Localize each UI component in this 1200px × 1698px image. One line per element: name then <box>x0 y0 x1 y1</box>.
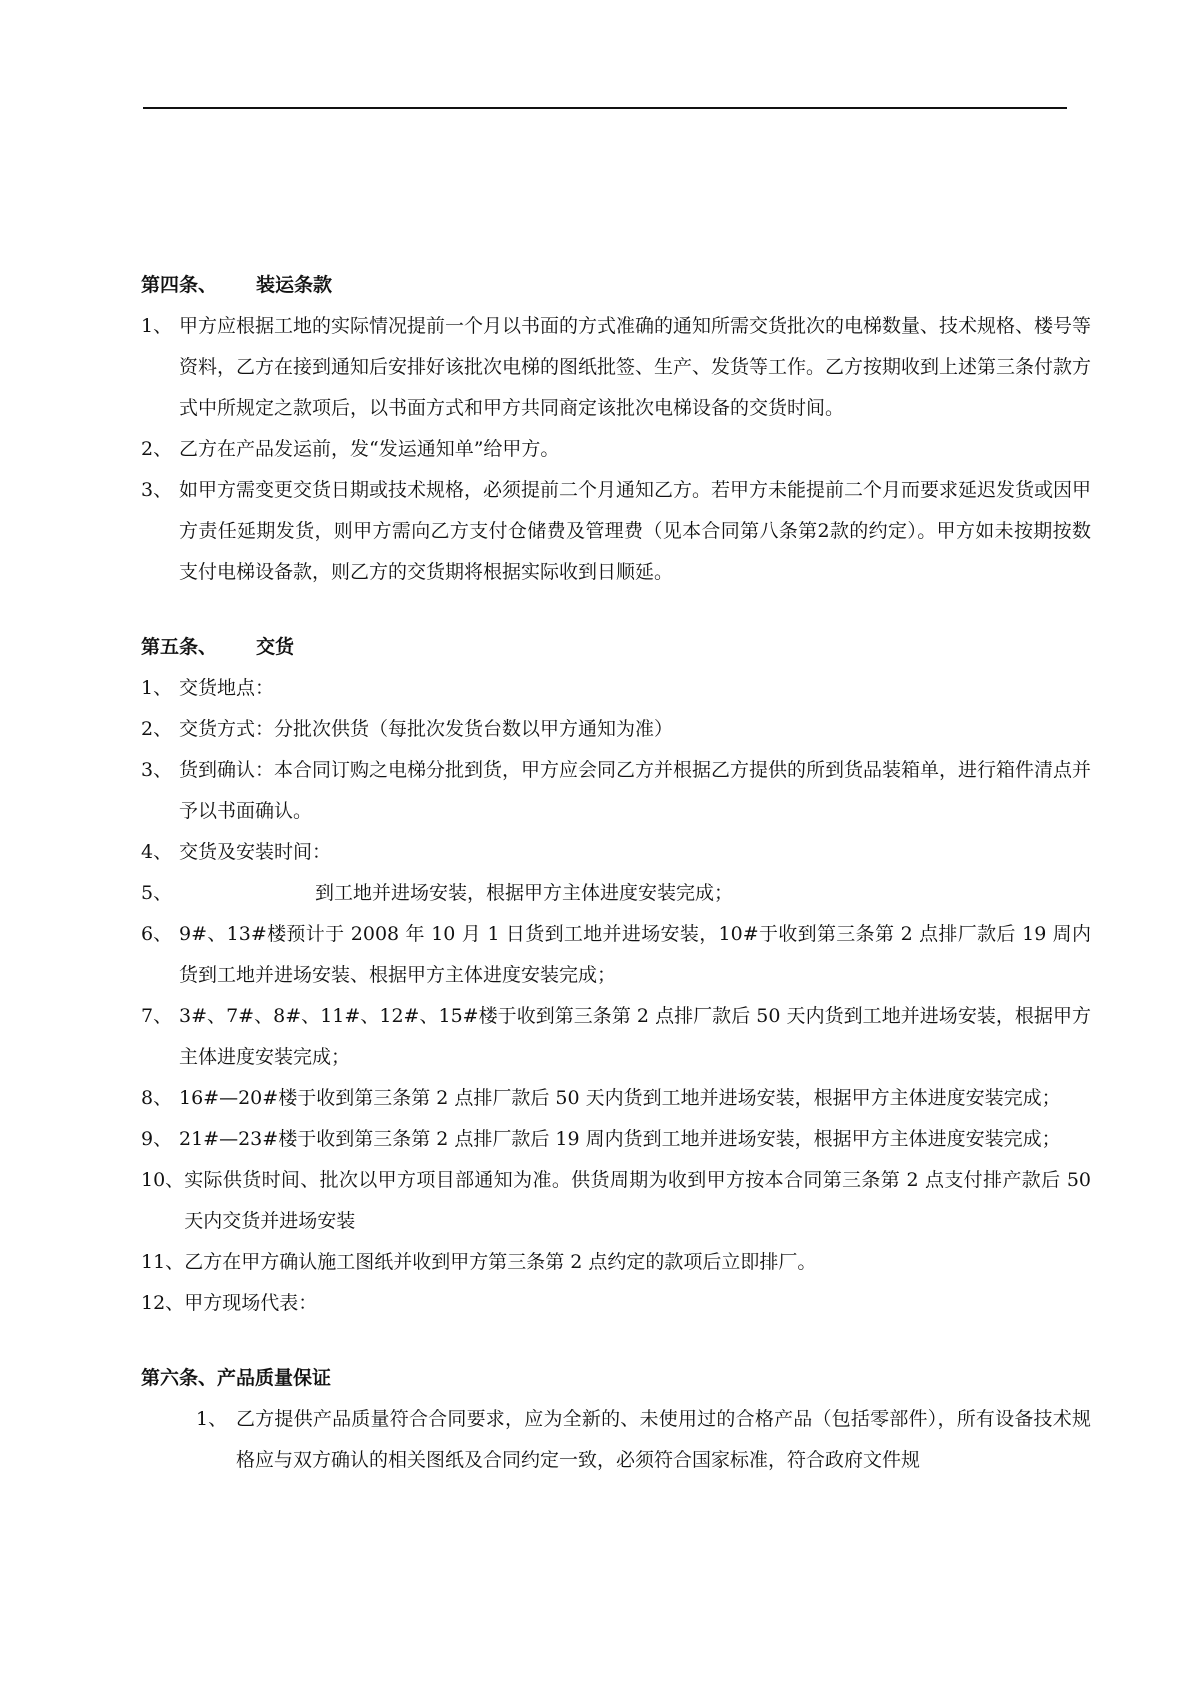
list-item <box>141 1160 1091 1242</box>
list-item <box>141 429 1091 470</box>
item-number: 4、 <box>141 841 173 863</box>
list-item <box>141 470 1091 593</box>
item-number: 6、 <box>141 923 173 945</box>
item-number: 5、 <box>141 882 173 904</box>
section-title-4 <box>141 265 1091 306</box>
item-number: 2、 <box>141 718 173 740</box>
section-heading: 交货 <box>256 636 295 658</box>
list-item <box>141 709 1091 750</box>
list-item <box>141 306 1091 429</box>
item-number: 1、 <box>141 677 173 699</box>
item-number: 3、 <box>141 759 173 781</box>
list-item <box>141 873 1091 914</box>
list-item <box>141 1119 1091 1160</box>
item-text: 乙方在甲方确认施工图纸并收到甲方第三条第 2 点约定的款项后立即排厂。 <box>184 1251 817 1273</box>
item-number: 7、 <box>141 1005 173 1027</box>
list-item <box>141 832 1091 873</box>
item-text: 甲方现场代表： <box>184 1292 318 1314</box>
item-text: 乙方在产品发运前，发“发运通知单”给甲方。 <box>179 438 560 460</box>
section-number: 第六条、 <box>141 1367 218 1389</box>
item-text: 16#—20#楼于收到第三条第 2 点排厂款后 50 天内货到工地并进场安装，根据甲方主体进度安装完成； <box>179 1087 1061 1109</box>
item-number: 1、 <box>141 315 173 337</box>
section-heading: 产品质量保证 <box>217 1367 332 1389</box>
section-title-5 <box>141 627 1091 668</box>
item-number: 10、 <box>141 1169 185 1191</box>
item-text: 交货方式：分批次供货（每批次发货台数以甲方通知为准） <box>179 718 674 740</box>
list-item <box>141 1399 1091 1481</box>
item-text: 实际供货时间、批次以甲方项目部通知为准。供货周期为收到甲方按本合同第三条第 2 点支付排产款后 50 天内交货并进场安装 <box>184 1169 1091 1232</box>
item-number: 2、 <box>141 438 173 460</box>
item-text: 21#—23#楼于收到第三条第 2 点排厂款后 19 周内货到工地并进场安装，根据甲方主体进度安装完成； <box>179 1128 1061 1150</box>
item-text: 3#、7#、8#、11#、12#、15#楼于收到第三条第 2 点排厂款后 50 天内货到工地并进场安装，根据甲方主体进度安装完成； <box>179 1005 1091 1068</box>
list-item <box>141 668 1091 709</box>
item-text: 交货及安装时间： <box>179 841 332 863</box>
item-number: 12、 <box>141 1292 185 1314</box>
item-text: 乙方提供产品质量符合合同要求，应为全新的、未使用过的合格产品（包括零部件），所有设备技术规格应与双方确认的相关图纸及合同约定一致，必须符合国家标准，符合政府文件规 <box>236 1408 1091 1471</box>
list-item <box>141 1283 1091 1324</box>
document-body <box>141 265 1091 1481</box>
item-text: 货到确认：本合同订购之电梯分批到货，甲方应会同乙方并根据乙方提供的所到货品装箱单，进行箱件清点并予以书面确认。 <box>179 759 1092 822</box>
section-number: 第四条、 <box>141 274 218 296</box>
item-number: 1、 <box>196 1408 228 1430</box>
item-text: 9#、13#楼预计于 2008 年 10 月 1 日货到工地并进场安装，10#于收到第三条第 2 点排厂款后 19 周内货到工地并进场安装、根据甲方主体进度安装完成； <box>179 923 1091 986</box>
item-text: 交货地点： <box>179 677 275 699</box>
item-number: 8、 <box>141 1087 173 1109</box>
list-item <box>141 1242 1091 1283</box>
item-text: 甲方应根据工地的实际情况提前一个月以书面的方式准确的通知所需交货批次的电梯数量、技术规格、楼号等资料，乙方在接到通知后安排好该批次电梯的图纸批签、生产、发货等工作。乙方按期收到上述第三条付款方式中所规定之款项后，以书面方式和甲方共同商定该批次电梯设备的交货时间。 <box>179 315 1092 419</box>
header-rule <box>143 107 1067 109</box>
item-number: 9、 <box>141 1128 173 1150</box>
item-number: 3、 <box>141 479 173 501</box>
list-item <box>141 1078 1091 1119</box>
section-heading: 装运条款 <box>256 274 333 296</box>
item-number: 11、 <box>141 1251 185 1273</box>
item-text: 如甲方需变更交货日期或技术规格，必须提前二个月通知乙方。若甲方未能提前二个月而要求延迟发货或因甲方责任延期发货，则甲方需向乙方支付仓储费及管理费（见本合同第八条第2款的约定）。甲方如未按期按数支付电梯设备款，则乙方的交货期将根据实际收到日顺延。 <box>179 479 1092 583</box>
list-item <box>141 750 1091 832</box>
list-item <box>141 914 1091 996</box>
section-number: 第五条、 <box>141 636 218 658</box>
list-item <box>141 996 1091 1078</box>
section-title-6 <box>141 1358 1091 1399</box>
item-text: 到工地并进场安装，根据甲方主体进度安装完成； <box>315 882 734 904</box>
